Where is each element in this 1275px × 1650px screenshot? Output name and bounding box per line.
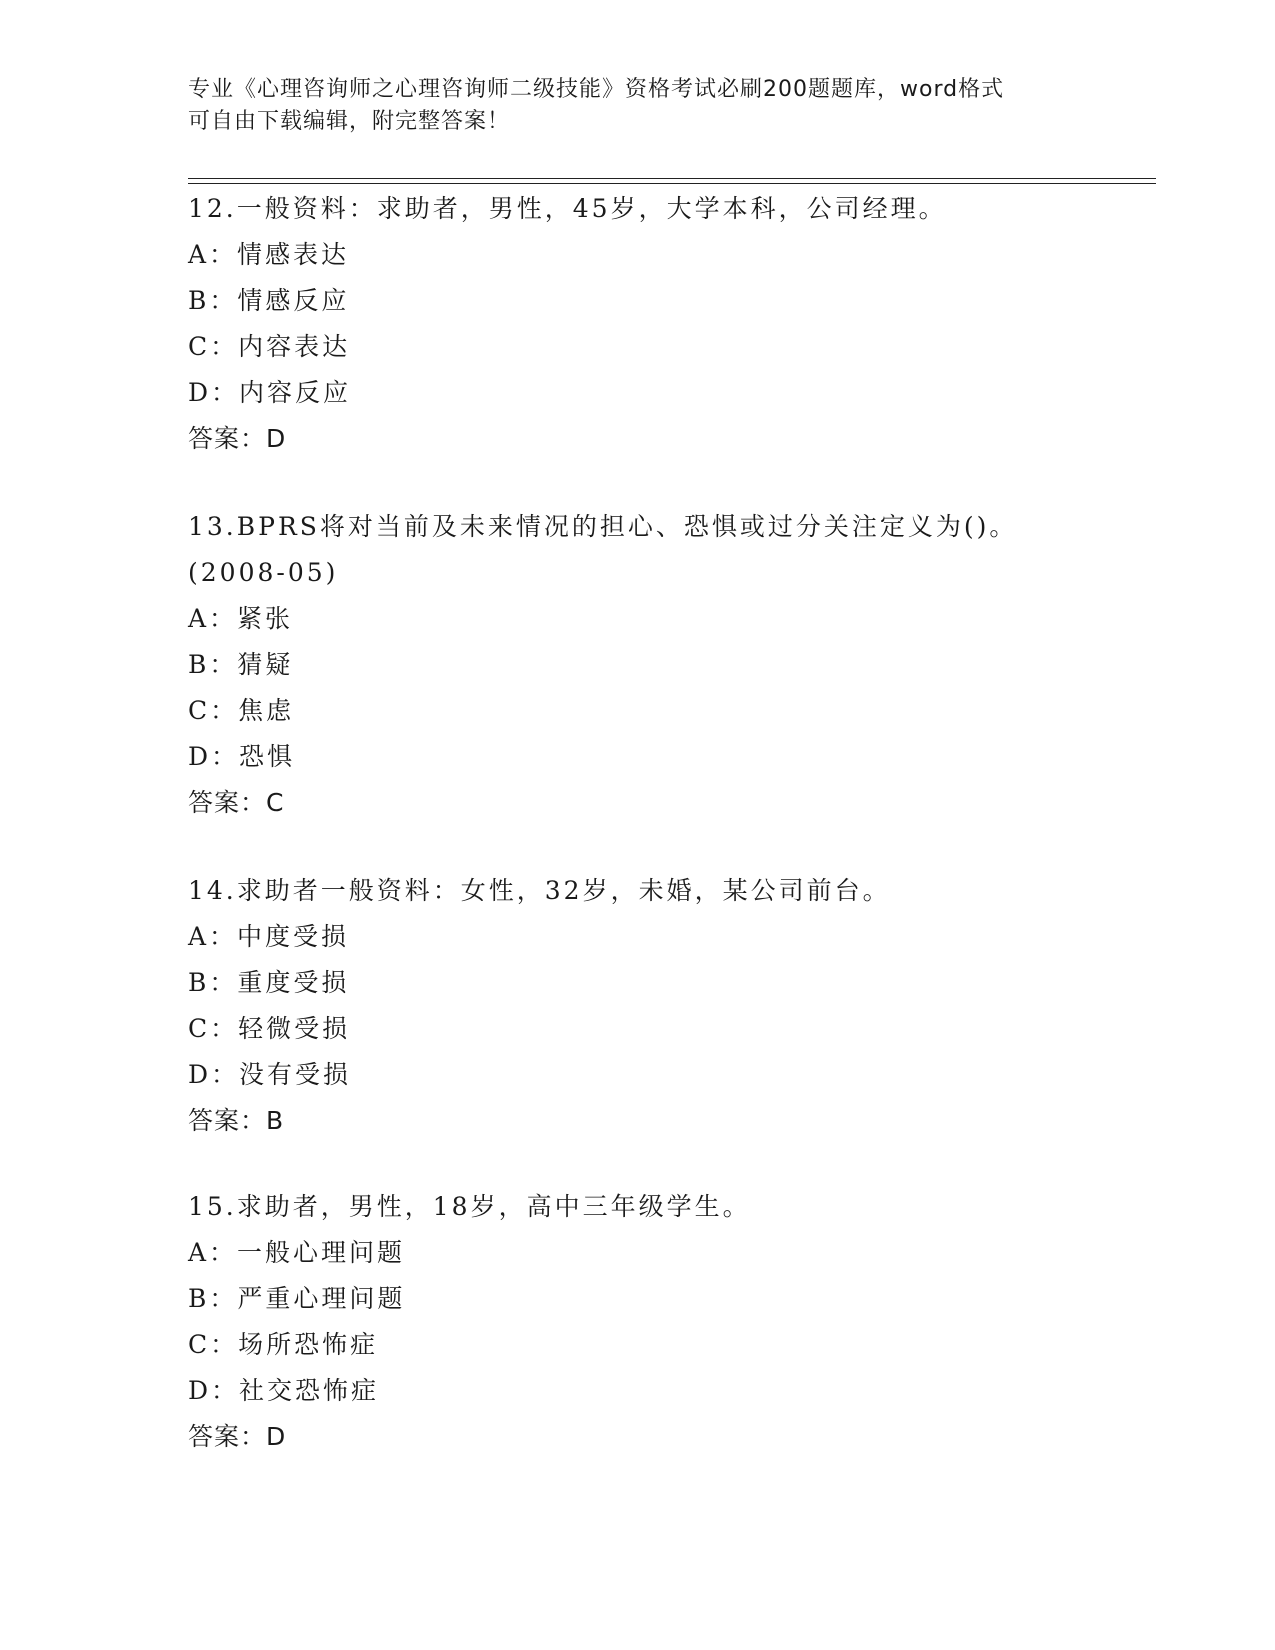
option-c: C：场所恐怖症 [188, 1330, 379, 1359]
question-14 [188, 868, 1088, 1144]
question-stem: 12.一般资料：求助者，男性，45岁，大学本科，公司经理。 [188, 194, 947, 223]
header-line-2: 可自由下载编辑，附完整答案！ [188, 109, 511, 134]
answer: 答案：D [188, 424, 287, 453]
document-header [188, 74, 1088, 138]
answer: 答案：D [188, 1422, 287, 1451]
option-d: D：恐惧 [188, 742, 296, 771]
answer: 答案：B [188, 1106, 285, 1135]
question-stem: 13.BPRS将对当前及未来情况的担心、恐惧或过分关注定义为()。 [188, 512, 1018, 541]
option-c: C：内容表达 [188, 332, 351, 361]
question-13 [188, 504, 1088, 826]
answer: 答案：C [188, 788, 285, 817]
option-a: A：一般心理问题 [188, 1238, 406, 1267]
option-a: A：情感表达 [188, 240, 350, 269]
option-d: D：内容反应 [188, 378, 352, 407]
option-b: B：严重心理问题 [188, 1284, 406, 1313]
question-stem: 15.求助者，男性，18岁，高中三年级学生。 [188, 1192, 751, 1221]
option-c: C：焦虑 [188, 696, 295, 725]
header-line-1: 专业《心理咨询师之心理咨询师二级技能》资格考试必刷200题题库，word格式 [188, 77, 1005, 102]
option-d: D：没有受损 [188, 1060, 352, 1089]
option-b: B：猜疑 [188, 650, 294, 679]
question-12 [188, 186, 1088, 462]
question-15 [188, 1184, 1088, 1460]
question-stem-continued: (2008-05) [188, 558, 339, 587]
option-a: A：中度受损 [188, 922, 350, 951]
option-a: A：紧张 [188, 604, 294, 633]
option-b: B：情感反应 [188, 286, 350, 315]
option-d: D：社交恐怖症 [188, 1376, 380, 1405]
option-b: B：重度受损 [188, 968, 350, 997]
header-divider-top [188, 178, 1156, 179]
header-divider-bottom [188, 183, 1156, 184]
option-c: C：轻微受损 [188, 1014, 351, 1043]
question-stem: 14.求助者一般资料：女性，32岁，未婚，某公司前台。 [188, 876, 891, 905]
